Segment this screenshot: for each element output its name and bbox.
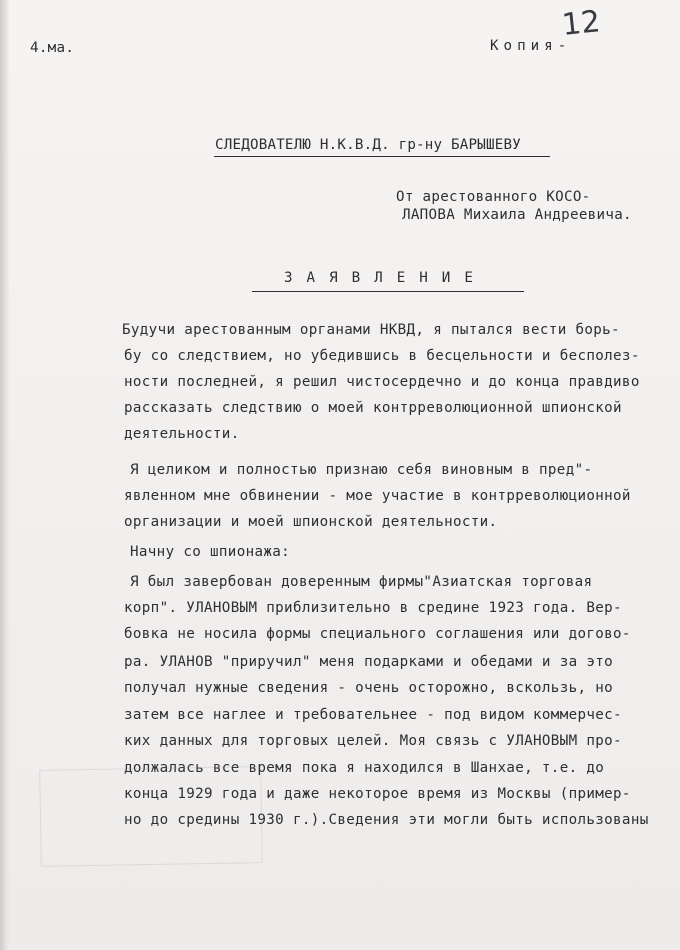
title-underline bbox=[252, 291, 524, 292]
page-mark: 4.ма. bbox=[30, 40, 75, 56]
body-line-14: получал нужные сведения - очень осторожно, вскользь, но bbox=[124, 680, 614, 696]
body-line-9: Начну со шпионажа: bbox=[130, 544, 291, 560]
body-line-5: деятельности. bbox=[124, 426, 240, 442]
body-line-16: ких данных для торговых целей. Моя связь с УЛАНОВЫМ про- bbox=[124, 733, 622, 749]
body-line-6: Я целиком и полностью признаю себя виновным в пред"- bbox=[130, 462, 593, 478]
body-line-2: бу со следствием, но убедившись в бесцельности и бесполез- bbox=[124, 348, 640, 364]
body-line-11: корп". УЛАНОВЫМ приблизительно в средине 1923 года. Вер- bbox=[124, 600, 622, 616]
copy-mark: Копия- bbox=[490, 38, 572, 54]
body-line-17: должалась все время пока я находился в Шанхае, т.е. до bbox=[124, 760, 605, 776]
body-line-18: конца 1929 года и даже некоторое время из Москвы (пример- bbox=[124, 786, 631, 802]
document-title: ЗАЯВЛЕНИЕ bbox=[284, 270, 487, 286]
sender-line-2: ЛАПОВА Михаила Андреевича. bbox=[402, 207, 632, 223]
handwritten-folio-number: 12 bbox=[560, 4, 602, 43]
page-edge-shadow bbox=[0, 0, 10, 950]
addressee-line: СЛЕДОВАТЕЛЮ Н.К.В.Д. гр-ну БАРЫШЕВУ bbox=[215, 137, 521, 153]
body-line-8: организации и моей шпионской деятельности. bbox=[124, 514, 498, 530]
body-line-19: но до средины 1930 г.).Сведения эти могли быть использованы bbox=[124, 812, 649, 828]
addressee-underline bbox=[214, 156, 550, 157]
body-line-1: Будучи арестованным органами НКВД, я пытался вести борь- bbox=[122, 322, 620, 338]
sender-line-1: От арестованного КОСО- bbox=[396, 189, 591, 205]
body-line-13: ра. УЛАНОВ "приручил" меня подарками и обедами и за это bbox=[124, 654, 614, 670]
body-line-4: рассказать следствию о моей контрреволюционной шпионской bbox=[124, 400, 622, 416]
body-line-3: ности последней, я решил чистосердечно и до конца правдиво bbox=[124, 374, 640, 390]
body-line-10: Я был завербован доверенным фирмы"Азиатская торговая bbox=[130, 574, 593, 590]
body-line-15: затем все наглее и требовательнее - под видом коммерчес- bbox=[124, 707, 622, 723]
body-line-12: бовка не носила формы специального соглашения или догово- bbox=[124, 626, 631, 642]
faded-stamp-mark bbox=[39, 766, 263, 867]
body-line-7: явленном мне обвинении - мое участие в контрреволюционной bbox=[124, 488, 631, 504]
